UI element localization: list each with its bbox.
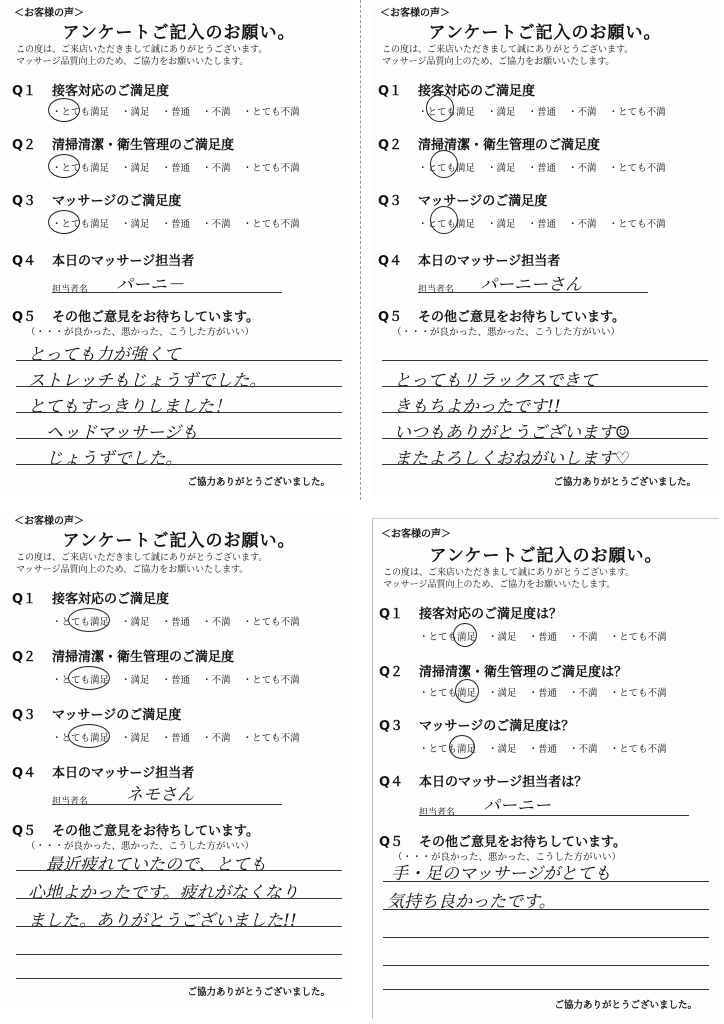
comment-line[interactable]: とってもリラックスできて <box>394 371 598 391</box>
question-number: Q１ <box>378 84 403 99</box>
option[interactable]: ・満足 <box>121 107 150 118</box>
selection-circle <box>449 735 475 759</box>
option[interactable]: ・普通 <box>161 733 191 744</box>
question-number: Q３ <box>12 194 37 209</box>
card-title: アンケートご記入のお願い。 <box>429 546 663 566</box>
option[interactable]: ・不満 <box>202 163 231 174</box>
card-tag: ＜お客様の声＞ <box>381 529 451 540</box>
option[interactable]: ・とても満足 <box>418 107 476 118</box>
question-number: Q５ <box>12 824 37 839</box>
comment-line[interactable]: とてもすっきりしました！ <box>28 397 231 417</box>
comment-line[interactable]: 気持ち良かったです。 <box>387 892 556 912</box>
comment-hint: （・・・が良かった、悪かった、こうした方がいい） <box>26 327 255 338</box>
intro-line: この度は、ご来店いただきまして誠にありがとうございます。 <box>382 45 634 55</box>
comment-line[interactable]: じょうずでした。 <box>46 449 183 469</box>
question-text: 清掃清潔・衛生管理のご満足度は？ <box>419 665 628 680</box>
option[interactable]: ・満足 <box>121 675 150 686</box>
option[interactable]: ・不満 <box>568 219 597 230</box>
question-number: Q４ <box>379 775 404 790</box>
thanks-text: ご協力ありがとうございました。 <box>554 1000 697 1011</box>
option[interactable]: ・満足 <box>121 733 150 744</box>
intro-line: この度は、ご来店いただきまして誠にありがとうございます。 <box>16 553 268 563</box>
comment-rule <box>16 360 342 361</box>
selection-circle <box>455 679 479 703</box>
question-1 <box>12 80 169 99</box>
question-1 <box>12 588 169 607</box>
option[interactable]: ・普通 <box>528 744 558 755</box>
selection-circle <box>68 724 110 748</box>
comment-rule <box>16 438 342 439</box>
option[interactable]: ・とても満足 <box>418 163 476 174</box>
question-text: マッサージのご満足度は？ <box>419 719 575 734</box>
card-intro <box>16 552 267 576</box>
staff-name[interactable]: パーニ－ <box>116 275 184 295</box>
selection-circle <box>48 98 80 122</box>
question-4 <box>12 250 194 269</box>
question-text: 本日のマッサージ担当者 <box>52 766 195 781</box>
option[interactable]: ・とても不満 <box>609 744 667 755</box>
question-text: その他ご意見をお待ちしています。 <box>52 310 259 325</box>
comment-rule <box>382 386 708 387</box>
question-number: Q３ <box>379 719 404 734</box>
selection-circle <box>68 608 110 632</box>
option[interactable]: ・とても満足 <box>419 744 477 755</box>
question-3 <box>12 190 181 209</box>
question-2 <box>379 661 627 680</box>
question-5 <box>12 820 259 839</box>
question-number: Q３ <box>378 194 403 209</box>
option[interactable]: ・とても満足 <box>52 675 110 686</box>
option[interactable]: ・不満 <box>202 219 231 230</box>
question-text: 清掃清潔・衛生管理のご満足度 <box>418 138 601 153</box>
staff-underline <box>52 292 282 293</box>
intro-line: マッサージ品質向上のため、ご協力をお願いいたします。 <box>16 57 249 67</box>
staff-underline <box>419 815 689 816</box>
comment-line[interactable]: ヘッドマッサージも <box>46 423 198 443</box>
question-number: Q４ <box>12 766 37 781</box>
question-number: Q２ <box>12 138 37 153</box>
question-3 <box>378 190 547 209</box>
question-number: Q１ <box>12 84 37 99</box>
question-number: Q１ <box>379 607 404 622</box>
card-intro <box>382 44 633 68</box>
options-q1 <box>52 104 300 118</box>
card-title: アンケートご記入のお願い。 <box>62 531 296 551</box>
question-text: マッサージのご満足度 <box>52 708 182 723</box>
intro-line: この度は、ご来店いただきまして誠にありがとうございます。 <box>16 45 268 55</box>
option[interactable]: ・とても不満 <box>608 163 666 174</box>
option[interactable]: ・とても不満 <box>608 219 666 230</box>
card-intro <box>383 567 634 591</box>
question-2 <box>378 134 600 153</box>
question-3 <box>12 704 181 723</box>
comment-rule <box>382 438 708 439</box>
question-text: 本日のマッサージ担当者は？ <box>419 775 588 790</box>
question-3 <box>379 715 574 734</box>
option[interactable]: ・普通 <box>161 219 191 230</box>
question-number: Q２ <box>379 665 404 680</box>
question-text: 本日のマッサージ担当者 <box>418 254 561 269</box>
option[interactable]: ・不満 <box>569 688 598 699</box>
comment-line[interactable]: またよろしくおねがいします♡ <box>394 449 631 469</box>
option[interactable]: ・とても不満 <box>242 733 300 744</box>
survey-card-4 <box>372 518 719 1019</box>
option[interactable]: ・不満 <box>568 163 597 174</box>
question-text: 接客対応のご満足度 <box>52 592 170 607</box>
option[interactable]: ・満足 <box>488 744 517 755</box>
question-text: 接客対応のご満足度 <box>418 84 536 99</box>
option[interactable]: ・満足 <box>121 219 150 230</box>
question-number: Q２ <box>12 650 37 665</box>
smiley-mark <box>430 150 458 178</box>
comment-rule <box>16 898 342 899</box>
question-number: Q４ <box>378 254 403 269</box>
selection-circle <box>48 154 80 178</box>
staff-name[interactable]: パーニーさん <box>480 275 582 295</box>
comment-rule <box>382 412 708 413</box>
comment-line[interactable]: ました。ありがとうございました!! <box>28 911 297 931</box>
question-text: 清掃清潔・衛生管理のご満足度 <box>52 138 235 153</box>
option[interactable]: ・とても満足 <box>52 219 110 230</box>
comment-line[interactable]: 最近疲れていたので、とても <box>46 855 267 875</box>
option[interactable]: ・普通 <box>527 219 557 230</box>
comment-rule <box>16 926 342 927</box>
question-text: マッサージのご満足度 <box>418 194 548 209</box>
question-text: 接客対応のご満足度は？ <box>419 607 563 622</box>
vertical-fold-line <box>360 0 361 500</box>
question-text: マッサージのご満足度 <box>52 194 182 209</box>
question-1 <box>378 80 535 99</box>
question-2 <box>12 134 234 153</box>
option[interactable]: ・不満 <box>569 632 598 643</box>
question-4 <box>378 250 560 269</box>
option[interactable]: ・普通 <box>528 688 558 699</box>
option[interactable]: ・普通 <box>527 107 557 118</box>
option[interactable]: ・とても不満 <box>242 107 300 118</box>
option[interactable]: ・とても満足 <box>52 617 110 628</box>
option[interactable]: ・普通 <box>161 675 191 686</box>
option[interactable]: ・とても不満 <box>242 675 300 686</box>
staff-name[interactable]: ネモさん <box>126 785 194 805</box>
card-tag: ＜お客様の声＞ <box>380 8 450 19</box>
survey-card-1 <box>6 4 352 496</box>
question-5 <box>12 306 259 325</box>
option[interactable]: ・不満 <box>202 617 231 628</box>
option[interactable]: ・不満 <box>569 744 598 755</box>
comment-rule <box>383 989 709 990</box>
option[interactable]: ・不満 <box>202 107 231 118</box>
question-text: その他ご意見をお待ちしています。 <box>52 824 259 839</box>
question-number: Q４ <box>12 254 37 269</box>
question-1 <box>379 603 562 622</box>
option[interactable]: ・満足 <box>488 632 517 643</box>
question-5 <box>379 831 626 850</box>
option[interactable]: ・満足 <box>487 107 516 118</box>
card-tag: ＜お客様の声＞ <box>14 516 84 527</box>
option[interactable]: ・不満 <box>568 107 597 118</box>
staff-label: 担当者名 <box>418 285 455 295</box>
options-q1 <box>418 104 666 118</box>
question-text: 清掃清潔・衛生管理のご満足度 <box>52 650 235 665</box>
comment-hint: （・・・が良かった、悪かった、こうした方がいい） <box>392 327 621 338</box>
staff-name[interactable]: パーニー <box>483 796 551 816</box>
question-text: 本日のマッサージ担当者 <box>52 254 195 269</box>
options-q3 <box>52 216 300 230</box>
comment-rule <box>16 386 342 387</box>
option[interactable]: ・満足 <box>488 688 517 699</box>
survey-card-2 <box>372 4 718 496</box>
question-4 <box>379 771 587 790</box>
question-text: 接客対応のご満足度 <box>52 84 170 99</box>
selection-circle <box>68 666 110 690</box>
smiley-mark <box>426 94 454 122</box>
intro-line: この度は、ご来店いただきまして誠にありがとうございます。 <box>383 568 635 578</box>
question-text: その他ご意見をお待ちしています。 <box>418 310 625 325</box>
comment-line[interactable]: とっても力が強くて <box>28 345 181 365</box>
comment-hint: （・・・が良かった、悪かった、こうした方がいい） <box>393 852 622 863</box>
option[interactable]: ・普通 <box>527 163 557 174</box>
survey-card-3 <box>6 512 352 1004</box>
card-title: アンケートご記入のお願い。 <box>62 23 296 43</box>
option[interactable]: ・とても不満 <box>609 632 667 643</box>
question-4 <box>12 762 194 781</box>
comment-hint: （・・・が良かった、悪かった、こうした方がいい） <box>26 841 255 852</box>
comment-rule <box>383 965 709 966</box>
question-number: Q３ <box>12 708 37 723</box>
option[interactable]: ・満足 <box>487 219 516 230</box>
option[interactable]: ・とても不満 <box>609 688 667 699</box>
intro-line: マッサージ品質向上のため、ご協力をお願いいたします。 <box>16 565 249 575</box>
comment-line[interactable]: ストレッチもじょうずでした。 <box>28 371 267 391</box>
comment-line[interactable]: いつもありがとうございます☺ <box>394 423 631 443</box>
option[interactable]: ・満足 <box>487 163 516 174</box>
intro-line: マッサージ品質向上のため、ご協力をお願いいたします。 <box>382 57 615 67</box>
staff-label: 担当者名 <box>52 797 89 807</box>
option[interactable]: ・とても満足 <box>418 219 476 230</box>
comment-rule <box>16 412 342 413</box>
card-title: アンケートご記入のお願い。 <box>428 23 662 43</box>
staff-label: 担当者名 <box>419 808 456 818</box>
option[interactable]: ・満足 <box>121 617 150 628</box>
option[interactable]: ・とても不満 <box>242 617 300 628</box>
option[interactable]: ・普通 <box>528 632 558 643</box>
question-2 <box>12 646 234 665</box>
option[interactable]: ・不満 <box>202 675 231 686</box>
thanks-text: ご協力ありがとうございました。 <box>187 477 330 488</box>
thanks-text: ご協力ありがとうございました。 <box>187 987 330 998</box>
question-number: Q５ <box>378 310 403 325</box>
comment-rule <box>16 464 342 465</box>
option[interactable]: ・とても満足 <box>52 733 110 744</box>
question-number: Q５ <box>379 835 404 850</box>
comment-rule <box>383 881 709 882</box>
comment-rule <box>383 909 709 910</box>
options-q2 <box>52 160 300 174</box>
comment-line[interactable]: 手・足のマッサージがとても <box>391 864 611 884</box>
selection-circle <box>453 623 477 647</box>
option[interactable]: ・普通 <box>161 163 191 174</box>
card-intro <box>16 44 267 68</box>
staff-underline <box>418 292 648 293</box>
comment-rule <box>16 978 342 979</box>
option[interactable]: ・とても不満 <box>608 107 666 118</box>
option[interactable]: ・とても満足 <box>52 163 110 174</box>
option[interactable]: ・とても不満 <box>242 163 300 174</box>
smiley-mark <box>430 206 458 234</box>
option[interactable]: ・普通 <box>161 107 191 118</box>
option[interactable]: ・不満 <box>202 733 231 744</box>
question-number: Q２ <box>378 138 403 153</box>
comment-rule <box>382 360 708 361</box>
thanks-text: ご協力ありがとうございました。 <box>553 477 696 488</box>
option[interactable]: ・とても満足 <box>52 107 110 118</box>
comment-rule <box>383 937 709 938</box>
option[interactable]: ・普通 <box>161 617 191 628</box>
comment-line[interactable]: きもちよかったです!! <box>394 397 561 417</box>
comment-rule <box>382 464 708 465</box>
question-text: その他ご意見をお待ちしています。 <box>419 835 626 850</box>
question-5 <box>378 306 625 325</box>
question-number: Q５ <box>12 310 37 325</box>
comment-rule <box>16 870 342 871</box>
option[interactable]: ・満足 <box>121 163 150 174</box>
staff-underline <box>52 804 282 805</box>
staff-label: 担当者名 <box>52 285 89 295</box>
comment-rule <box>16 954 342 955</box>
comment-line[interactable]: 心地よかったです。疲れがなくなり <box>28 883 299 903</box>
option[interactable]: ・とても満足 <box>419 632 477 643</box>
question-number: Q１ <box>12 592 37 607</box>
selection-circle <box>48 210 80 234</box>
intro-line: マッサージ品質向上のため、ご協力をお願いいたします。 <box>383 580 616 590</box>
card-tag: ＜お客様の声＞ <box>14 8 84 19</box>
option[interactable]: ・とても満足 <box>419 688 477 699</box>
option[interactable]: ・とても不満 <box>242 219 300 230</box>
